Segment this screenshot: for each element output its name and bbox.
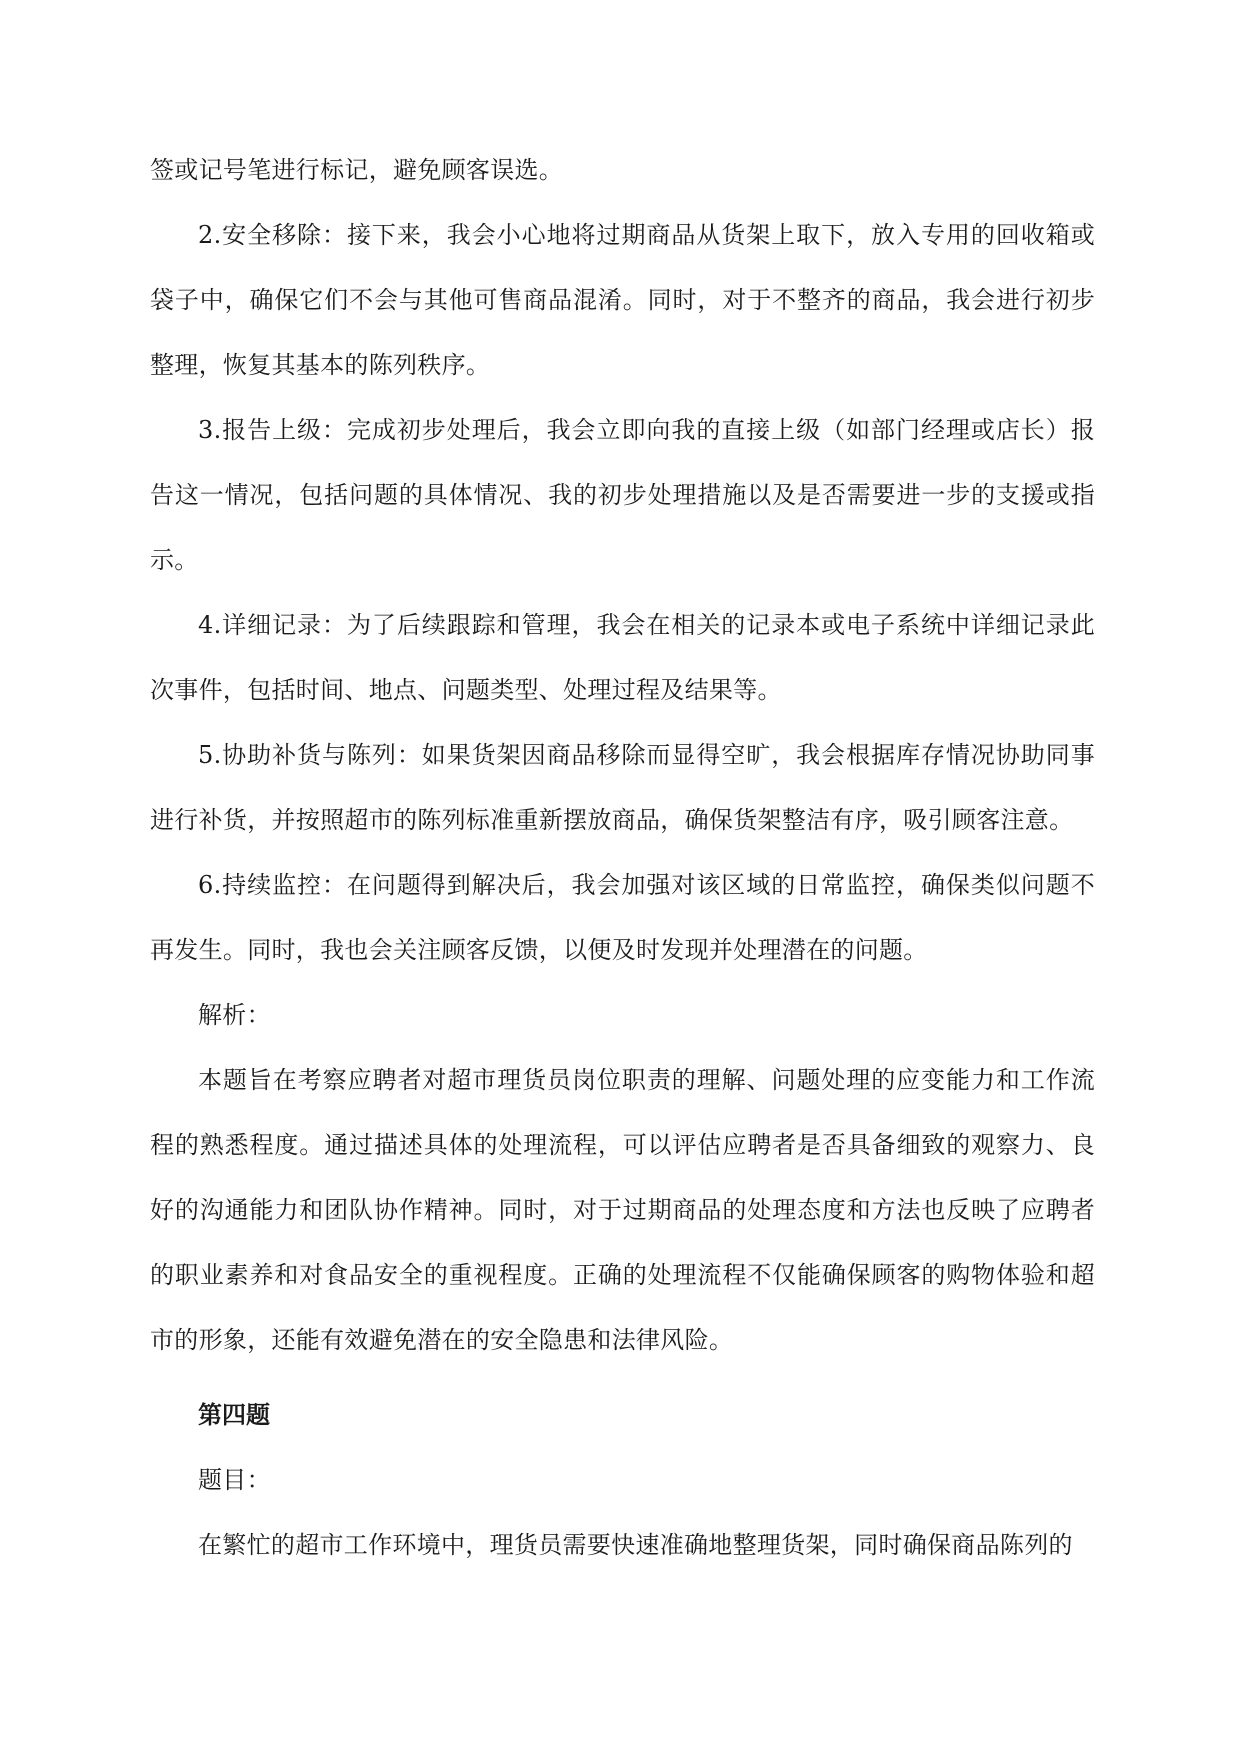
analysis-text: 本题旨在考察应聘者对超市理货员岗位职责的理解、问题处理的应变能力和工作流程的熟悉程度。通过描述具体的处理流程，可以评估应聘者是否具备细致的观察力、良好的沟通能力和团队协作精神。同时，对于过期商品的处理态度和方法也反映了应聘者的职业素养和对食品安全的重视程度。正确的处理流程不仅能确保顾客的购物体验和超市的形象，还能有效避免潜在的安全隐患和法律风险。 bbox=[150, 1066, 1095, 1354]
document-page bbox=[150, 138, 1095, 1578]
question-text: 在繁忙的超市工作环境中，理货员需要快速准确地整理货架，同时确保商品陈列的 bbox=[198, 1531, 1073, 1559]
paragraph-step-2: 2.安全移除：接下来，我会小心地将过期商品从货架上取下，放入专用的回收箱或袋子中，确保它们不会与其他可售商品混淆。同时，对于不整齐的商品，我会进行初步整理，恢复其基本的陈列秩序。 bbox=[150, 221, 1095, 379]
paragraph-step-6: 6.持续监控：在问题得到解决后，我会加强对该区域的日常监控，确保类似问题不再发生。同时，我也会关注顾客反馈，以便及时发现并处理潜在的问题。 bbox=[150, 871, 1095, 964]
analysis-label: 解析： bbox=[198, 1001, 271, 1029]
paragraph-step-5: 5.协助补货与陈列：如果货架因商品移除而显得空旷，我会根据库存情况协助同事进行补货，并按照超市的陈列标准重新摆放商品，确保货架整洁有序，吸引顾客注意。 bbox=[150, 741, 1095, 834]
question-label: 题目： bbox=[198, 1466, 271, 1494]
section-heading: 第四题 bbox=[198, 1401, 270, 1429]
paragraph-continuation: 签或记号笔进行标记，避免顾客误选。 bbox=[150, 156, 564, 184]
paragraph-step-3: 3.报告上级：完成初步处理后，我会立即向我的直接上级（如部门经理或店长）报告这一情况，包括问题的具体情况、我的初步处理措施以及是否需要进一步的支援或指示。 bbox=[150, 416, 1095, 574]
paragraph-step-4: 4.详细记录：为了后续跟踪和管理，我会在相关的记录本或电子系统中详细记录此次事件，包括时间、地点、问题类型、处理过程及结果等。 bbox=[150, 611, 1095, 704]
